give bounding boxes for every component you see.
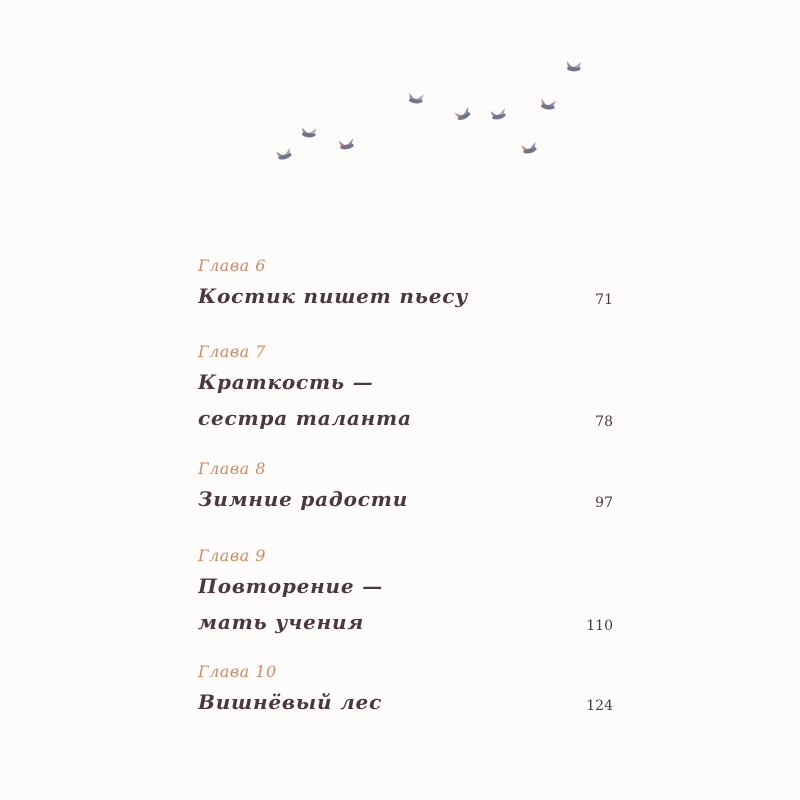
chapter-title-row: [198, 481, 613, 517]
chapter-title-line-2: сестра таланта: [198, 406, 412, 430]
page-number: 78: [595, 414, 613, 430]
chapter-title-row: [198, 684, 613, 720]
page-number: 110: [586, 618, 613, 634]
bird-icon: [566, 60, 582, 72]
chapter-label: Глава 6: [198, 256, 266, 275]
page-number: 124: [586, 698, 613, 714]
chapter-title: Зимние радости: [198, 487, 409, 511]
chapter-label: Глава 8: [198, 459, 266, 478]
toc-entry-chapter-7[interactable]: [198, 340, 613, 436]
bird-icon: [539, 98, 556, 111]
flock-of-birds-illustration: [0, 0, 800, 200]
bird-icon: [521, 142, 538, 155]
chapter-label: Глава 9: [198, 546, 266, 565]
toc-entry-chapter-10[interactable]: [198, 660, 613, 720]
bird-icon: [408, 92, 425, 105]
chapter-title: Костик пишет пьесу: [198, 284, 469, 308]
chapter-title-row: [198, 568, 613, 640]
page-number: 97: [595, 495, 613, 511]
bird-icon: [338, 138, 354, 150]
toc-entry-chapter-6[interactable]: [198, 254, 613, 314]
bird-icon: [276, 147, 293, 160]
toc-entry-chapter-8[interactable]: [198, 457, 613, 517]
bird-icon: [490, 108, 506, 120]
chapter-label: Глава 7: [198, 342, 266, 361]
chapter-title-line-1: Повторение —: [198, 574, 383, 598]
toc-entry-chapter-9[interactable]: [198, 544, 613, 640]
chapter-title-row: [198, 364, 613, 436]
chapter-title-line-1: Краткость —: [198, 370, 374, 394]
bird-icon: [454, 107, 472, 122]
page-number: 71: [595, 292, 613, 308]
chapter-title: Вишнёвый лес: [198, 690, 383, 714]
bird-icon: [301, 126, 317, 138]
chapter-label: Глава 10: [198, 662, 277, 681]
chapter-title-line-2: мать учения: [198, 610, 365, 634]
chapter-title-row: [198, 278, 613, 314]
